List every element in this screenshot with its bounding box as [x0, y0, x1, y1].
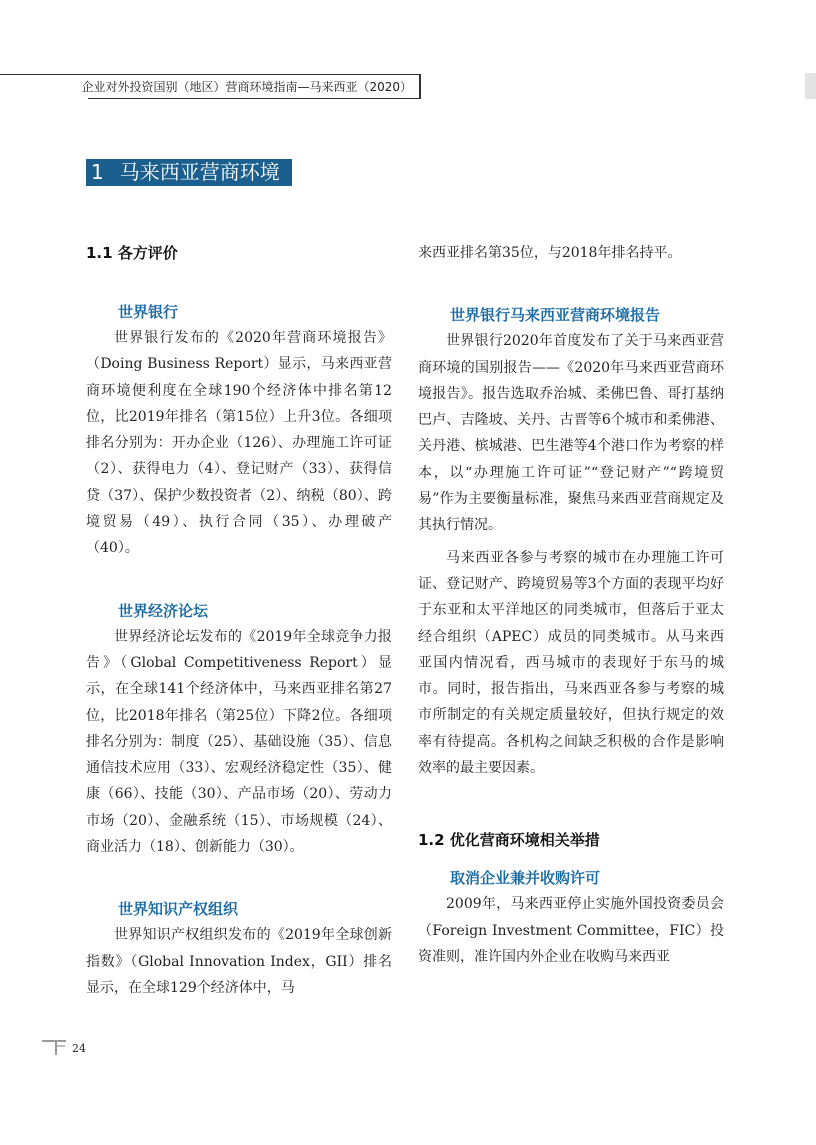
paragraph-merger: 2009年，马来西亚停止实施外国投资委员会（Foreign Investment Committee，FIC）投资准则，准许国内外企业在收购马来西亚 — [418, 896, 724, 965]
subheading-wb-malaysia: 世界银行马来西亚营商环境报告 — [450, 306, 661, 325]
subheading-wef: 世界经济论坛 — [118, 601, 209, 620]
paragraph-wipo: 世界知识产权组织发布的《2019年全球创新指数》（Global Innovation Index，GII）排名显示，在全球129个经济体中，马 — [86, 927, 392, 996]
paragraph-wb-malaysia-1: 世界银行2020年首度发布了关于马来西亚营商环境的国别报告——《2020年马来西亚营商环境报告》。报告选取乔治城、柔佛巴鲁、哥打基纳巴卢、吉隆坡、关丹、古晋等6个城市和柔佛港、关丹港、槟城港、巴生港等4个港口作为考察的样本，以“办理施工许可证”“登记财产”“跨境贸易”作为主要衡量标准，聚焦马来西亚营商规定及其执行情况。 — [418, 333, 724, 534]
header-underline — [88, 98, 421, 99]
chapter-title: 马来西亚营商环境 — [119, 160, 280, 184]
paragraph-world-bank: 世界银行发布的《2020年营商环境报告》（Doing Business Report）显示，马来西亚营商环境便利度在全球190个经济体中排名第12位，比2019年排名（第15位）上升3位。各细项排名分别为：开办企业（126）、办理施工许可证（2）、获得电力（4）、登记财产（33）、获得信贷（37）、保护少数投资者（2）、纳税（80）、跨境贸易（49）、执行合同（35）、办理破产（40）。 — [86, 330, 392, 557]
paragraph-wef: 世界经济论坛发布的《2019年全球竞争力报告》（Global Competitiveness Report）显示，在全球141个经济体中，马来西亚排名第27位，比2018年排名（第25位）下降2位。各细项排名分别为：制度（25）、基础设施（35）、信息通信技术应用（33）、宏观经济稳定性（35）、健康（66）、技能（30）、产品市场（20）、劳动力市场（20）、金融系统（15）、市场规模（24）、商业活力（18）、创新能力（30）。 — [86, 628, 392, 856]
header-rule — [0, 74, 420, 75]
paragraph-wb-malaysia-2: 马来西亚各参与考察的城市在办理施工许可证、登记财产、跨境贸易等3个方面的表现平均好于东亚和太平洋地区的同类城市，但落后于亚太经合组织（APEC）成员的同类城市。从马来西亚国内情况看，西马城市的表现好于东马的城市。同时，报告指出，马来西亚各参与考察的城市所制定的有关规定质量较好，但执行规定的效率有待提高。各机构之间缺乏积极的合作是影响效率的最主要因素。 — [418, 549, 724, 777]
section-heading-1-2: 1.2 优化营商环境相关举措 — [418, 831, 600, 850]
running-header: 企业对外投资国别（地区）营商环境指南—马来西亚（2020） — [81, 80, 412, 94]
paragraph-wipo-continued: 来西亚排名第35位，与2018年排名持平。 — [418, 245, 682, 261]
chapter-number: 1 — [91, 160, 104, 184]
right-column — [418, 240, 724, 970]
left-column — [86, 240, 392, 1001]
footer-flag-icon — [42, 1037, 66, 1057]
side-tab-marker — [805, 73, 816, 99]
page-number: 24 — [72, 1042, 86, 1055]
chapter-title-bar — [86, 159, 292, 186]
header-rule-end — [419, 74, 421, 98]
subheading-world-bank: 世界银行 — [118, 303, 179, 321]
subheading-wipo: 世界知识产权组织 — [118, 900, 239, 919]
subheading-merger: 取消企业兼并收购许可 — [450, 869, 601, 888]
section-heading-1-1: 1.1 各方评价 — [86, 244, 178, 262]
